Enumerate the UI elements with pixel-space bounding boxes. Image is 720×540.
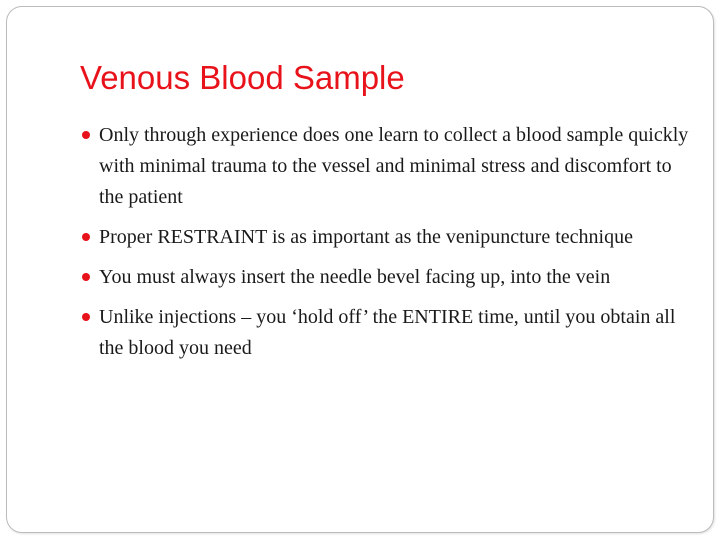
- bullet-icon: [82, 233, 90, 241]
- bullet-text: Only through experience does one learn to collect a blood sample quickly with minimal trauma to the vessel and minimal stress and discomfort to the patient: [99, 124, 689, 208]
- bullet-icon: [82, 273, 90, 281]
- bullet-text: Proper RESTRAINT is as important as the venipuncture technique: [99, 226, 633, 248]
- slide-title: Venous Blood Sample: [80, 59, 405, 96]
- bullet-item: [80, 222, 690, 253]
- bullet-icon: [82, 313, 90, 321]
- bullet-text: Unlike injections – you ‘hold off’ the ENTIRE time, until you obtain all the blood you need: [99, 306, 676, 359]
- bullet-item: [80, 262, 690, 293]
- bullet-icon: [82, 131, 90, 139]
- bullet-item: [80, 120, 690, 213]
- bullet-list: [80, 120, 690, 373]
- bullet-text: You must always insert the needle bevel facing up, into the vein: [99, 266, 611, 288]
- bullet-item: [80, 302, 690, 364]
